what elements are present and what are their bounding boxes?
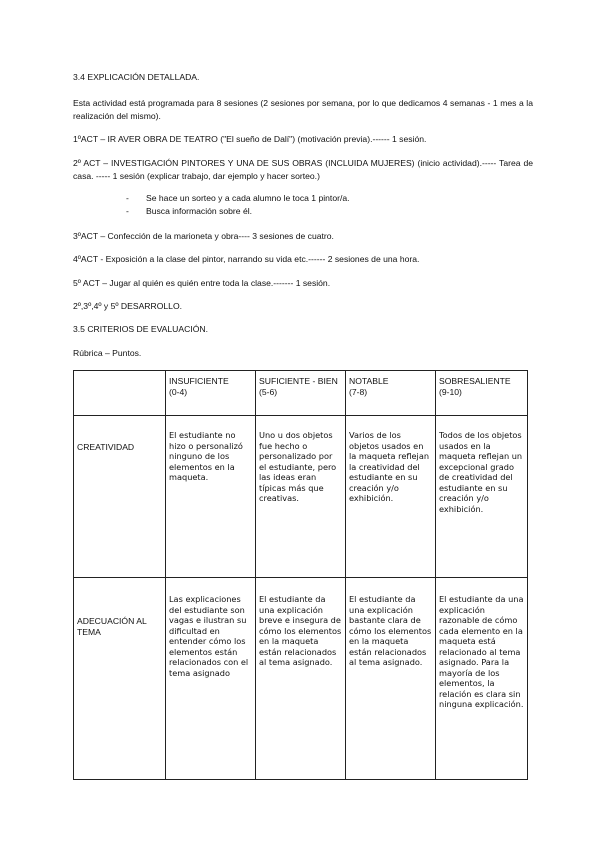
table-cell: El estudiante da una explicación breve e insegura de cómo los elementos en la maqueta están relacionados al tema asignado. [256, 578, 346, 780]
header-empty-cell [74, 371, 166, 416]
bullet-mark: - [126, 193, 129, 203]
list-item: - Se hace un sorteo y a cada alumno le toca 1 pintor/a. [126, 193, 350, 203]
row-label-creatividad: CREATIVIDAD [74, 416, 166, 578]
table-cell: Varios de los objetos usados en la maqueta reflejan la creatividad del estudiante en su creación y/o exhibición. [346, 416, 436, 578]
activity-2-bullets [126, 192, 506, 218]
header-notable: NOTABLE (7-8) [346, 371, 436, 416]
activity-5: 5º ACT – Jugar al quién es quién entre toda la clase.------- 1 sesión. [73, 278, 331, 288]
table-cell: Las explicaciones del estudiante son vagas e ilustran su dificultad en entender cómo los elementos están relacionados con el tema asignado [166, 578, 256, 780]
header-suficiente: SUFICIENTE - BIEN (5-6) [256, 371, 346, 416]
activity-3: 3ºACT – Confección de la marioneta y obra---- 3 sesiones de cuatro. [73, 231, 334, 241]
section-title: 3.4 EXPLICACIÓN DETALLADA. [73, 72, 200, 82]
table-cell: Todos de los objetos usados en la maqueta reflejan un excepcional grado de creatividad del estudiante en su creación y/o exhibición. [436, 416, 528, 578]
header-insuficiente: INSUFICIENTE (0-4) [166, 371, 256, 416]
activity-2: 2º ACT – INVESTIGACIÓN PINTORES Y UNA DE SUS OBRAS (INCLUIDA MUJERES) (inicio actividad).----- Tarea de casa. ----- 1 sesión (explicar trabajo, dar ejemplo y hacer sorteo.) [73, 158, 533, 181]
activity-4: 4ºACT - Exposición a la clase del pintor, narrando su vida etc.------ 2 sesiones de una hora. [73, 254, 420, 264]
table-row [74, 416, 528, 578]
table-cell: El estudiante no hizo o personalizó ninguno de los elementos en la maqueta. [166, 416, 256, 578]
rubric-table [73, 370, 528, 780]
row-label-adecuacion: ADECUACIÓN AL TEMA [74, 578, 166, 780]
list-item: - Busca información sobre él. [126, 206, 253, 216]
table-cell: Uno u dos objetos fue hecho o personalizado por el estudiante, pero las ideas eran típicas más que creativas. [256, 416, 346, 578]
development-line: 2º,3º,4º y 5º DESARROLLO. [73, 301, 183, 311]
intro-paragraph: Esta actividad está programada para 8 sesiones (2 sesiones por semana, por lo que dedicamos 4 semanas - 1 mes a la realización del mismo). [73, 98, 533, 121]
table-row [74, 578, 528, 780]
table-header-row [74, 371, 528, 416]
table-cell: El estudiante da una explicación bastante clara de cómo los elementos en la maqueta están relacionados al tema asignado. [346, 578, 436, 780]
table-cell: El estudiante da una explicación razonable de cómo cada elemento en la maqueta está relacionado al tema asignado. Para la mayoría de los elementos, la relación es clara sin ninguna explicación. [436, 578, 528, 780]
rubric-label: Rúbrica – Puntos. [73, 348, 142, 358]
bullet-mark: - [126, 206, 129, 216]
criteria-title: 3.5 CRITERIOS DE EVALUACIÓN. [73, 324, 208, 334]
activity-1: 1ºACT – IR AVER OBRA DE TEATRO ("El sueño de Dalí") (motivación previa).------ 1 sesión. [73, 134, 427, 144]
header-sobresaliente: SOBRESALIENTE (9-10) [436, 371, 528, 416]
